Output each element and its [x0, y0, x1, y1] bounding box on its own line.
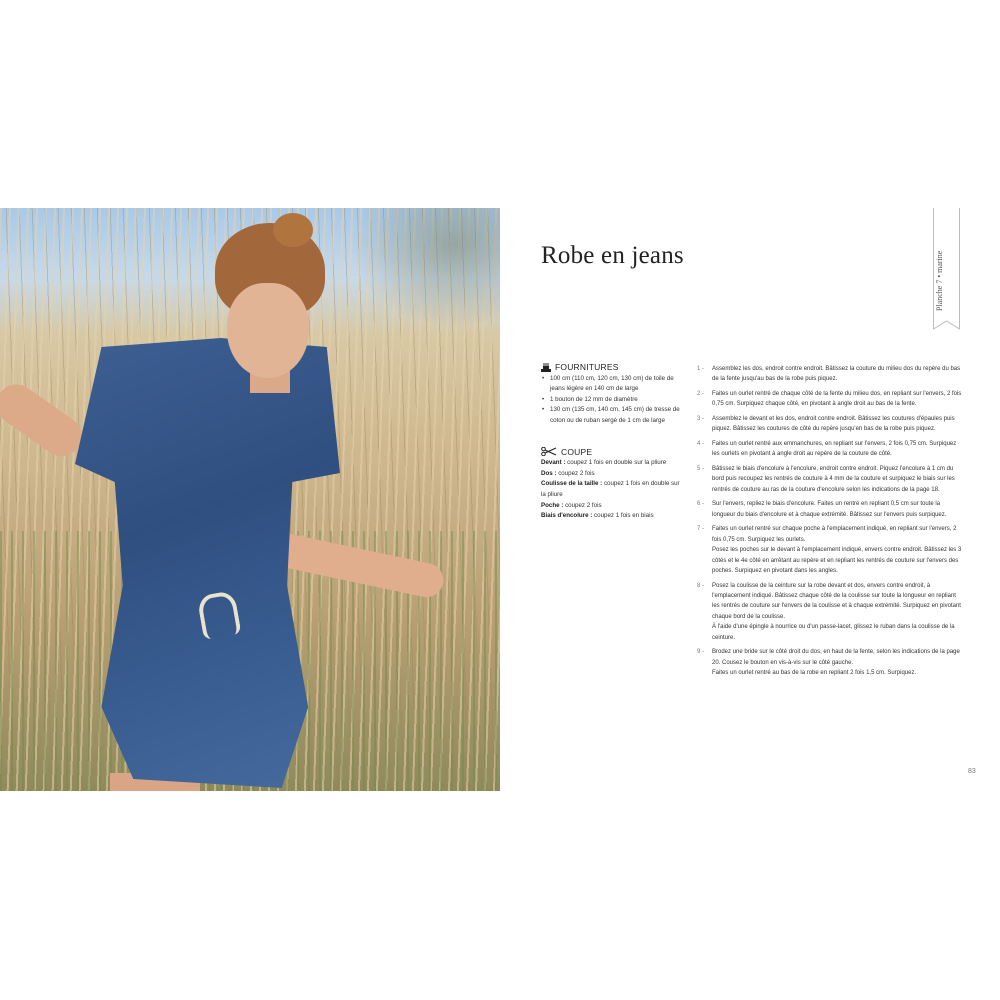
page-title: Robe en jeans — [541, 242, 684, 269]
fournitures-item: • 100 cm (110 cm, 120 cm, 130 cm) de toile de jeans légère en 140 cm de large — [541, 374, 681, 395]
girl-head — [215, 223, 325, 383]
step-1: 1 - Assemblez les dos, endroit contre endroit. Bâtissez la couture du milieu dos du repère du bas de la fente jusqu'au bas de la robe puis piquez. — [697, 366, 961, 383]
step-6: 6 - Sur l'envers, repliez le biais d'encolure. Faites un rentré en repliant 0,5 cm sur toute la longueur du biais d'encolure et à chaque extrémité. Bâtissez sur l'envers puis surpiquez. — [697, 501, 947, 518]
step-4: 4 - Faites un ourlet rentré aux emmanchures, en repliant sur l'envers, 2 fois 0,75 cm. Surpiquez les ourlets en pivotant à angle droit au repère de la couture de côté. — [697, 441, 957, 458]
fournitures-item: • 130 cm (135 cm, 140 cm, 145 cm) de tresse de coton ou de ruban sergé de 1 cm de large — [541, 405, 681, 426]
coupe-section — [541, 447, 681, 522]
instruction-steps — [697, 364, 962, 683]
fournitures-list — [541, 374, 681, 427]
fournitures-heading — [541, 362, 681, 373]
fournitures-heading-text: FOURNITURES — [555, 362, 619, 372]
coupe-item: Biais d'encolure : coupez 1 fois en biais — [541, 512, 654, 520]
coupe-item: Poche : coupez 2 fois — [541, 501, 602, 509]
tree-background — [350, 208, 500, 328]
materials-column — [541, 362, 681, 522]
fournitures-item: • 1 bouton de 12 mm de diamètre — [541, 395, 681, 406]
step-8: 8 - Posez la coulisse de la ceinture sur la robe devant et dos, envers contre endroit, à l'emplacement indiqué. Bâtissez chaque côté de la coulisse sur toute la longueur en repliant les rentrés de couture sur l'envers de la coulisse et à chaque extrémité. Surpiquez en pivotant chaque bord de la coulisse. À l'aide d'une épingle à nourrice ou d'un passe-lacet, glissez le ruban dans la coulisse de la ceinture. — [697, 582, 961, 641]
coupe-item: Coulisse de la taille : coupez 1 fois en double sur la pliure — [541, 480, 680, 498]
page-number: 83 — [968, 768, 976, 775]
photo-girl-denim-dress — [0, 208, 500, 791]
coupe-item: Dos : coupez 2 fois — [541, 469, 595, 477]
step-9: 9 - Brodez une bride sur le côté droit du dos, en haut de la fente, selon les indications de la page 20. Cousez le bouton en vis-à-vis sur le côté gauche. Faites un ourlet rentré au bas de la robe en repliant 2 fois 1,5 cm. Surpiquez. — [697, 649, 960, 677]
sewing-machine-icon — [541, 363, 551, 372]
step-2: 2 - Faites un ourlet rentré de chaque côté de la fente du milieu dos, en repliant sur l'envers, 2 fois 0,75 cm. Surpiquez chaque côté, en pivotant à angle droit au bas de la fente. — [697, 391, 962, 408]
scissors-icon — [541, 447, 557, 456]
coupe-heading-text: COUPE — [561, 446, 593, 457]
step-3: 3 - Assemblez le devant et les dos, endroit contre endroit. Bâtissez les coutures d'épaules puis piquez. Bâtissez les coutures de côté du repère jusqu'en bas de la robe puis piquez. — [697, 416, 955, 433]
coupe-heading — [541, 447, 681, 458]
ribbon-tip — [933, 316, 960, 330]
step-5: 5 - Bâtissez le biais d'encolure à l'encolure, endroit contre endroit. Piquez l'encolure à 1 cm du bord puis recoupez les rentrés de couture à 4 mm de la couture et surpiquez le biais sur les rentrés de couture au ras de la couture d'encolure selon les indications de la page 18. — [697, 466, 955, 493]
ribbon-label: Planche 7 • marine — [935, 250, 944, 312]
coupe-item: Devant : coupez 1 fois en double sur la pliure — [541, 459, 667, 467]
step-7: 7 - Faites un ourlet rentré sur chaque poche à l'emplacement indiqué, en repliant sur l'envers, 2 fois 0,75 cm. Surpiquez les ourlets. Posez les poches sur le devant à l'emplacement indiqué, envers contre endroit. Bâtissez les 3 côtés et le 4e côté en arrêtant au repère et en repliant les rentrés de couture sur l'envers des poches. Surpiquez en pivotant dans les angles. — [697, 526, 962, 575]
